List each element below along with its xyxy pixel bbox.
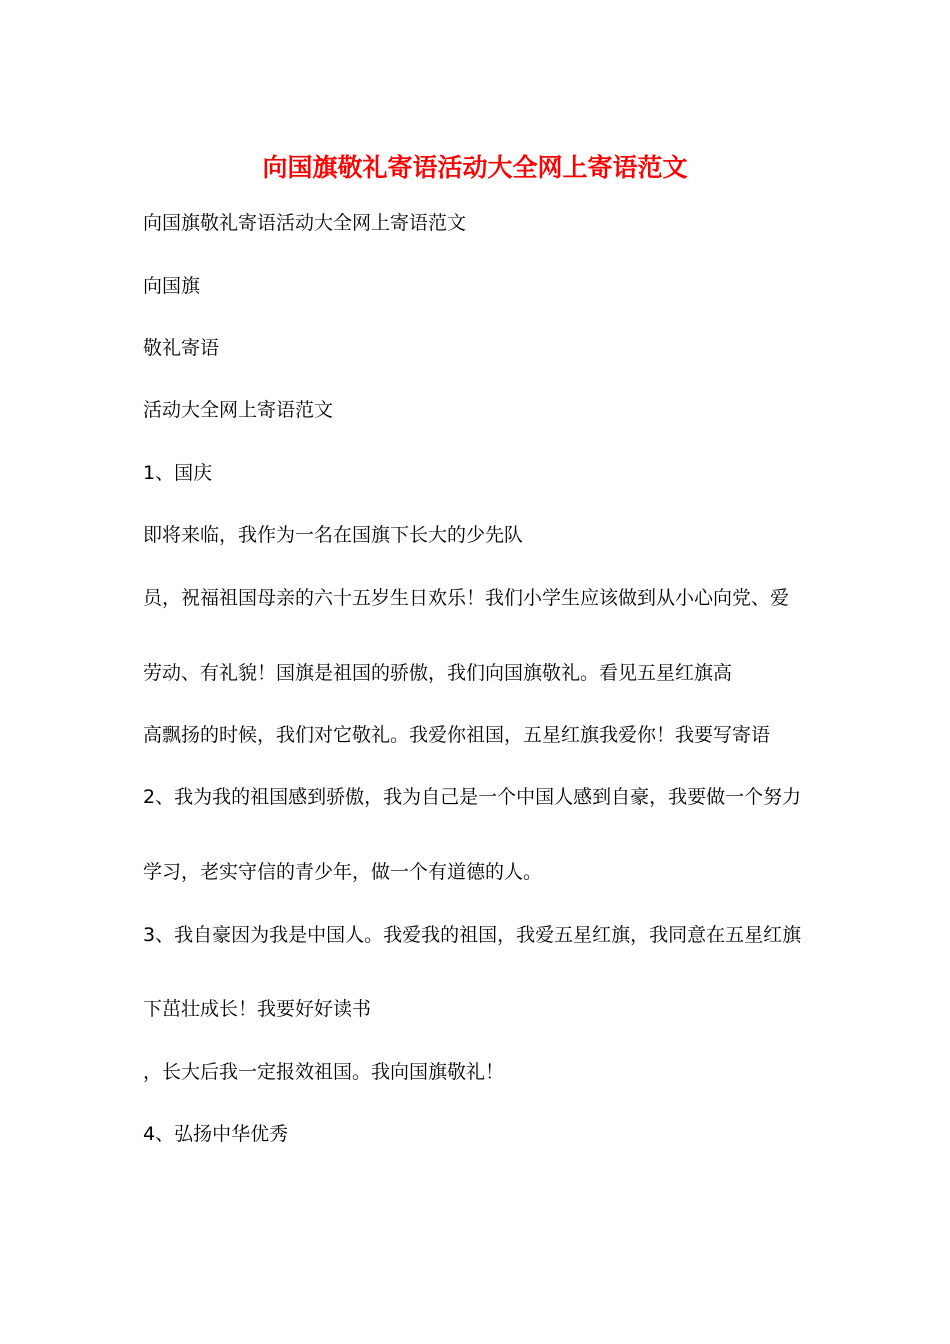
paragraph-line: 员，祝福祖国母亲的六十五岁生日欢乐！我们小学生应该做到从小心向党、爱 [143, 587, 790, 609]
paragraph-line: 3、我自豪因为我是中国人。我爱我的祖国，我爱五星红旗，我同意在五星红旗 [143, 924, 802, 946]
paragraph-line: 2、我为我的祖国感到骄傲，我为自己是一个中国人感到自豪，我要做一个努力 [143, 786, 802, 808]
paragraph-line: 高飘扬的时候，我们对它敬礼。我爱你祖国，五星红旗我爱你！我要写寄语 [143, 724, 771, 746]
paragraph-line: 下茁壮成长！我要好好读书 [143, 998, 372, 1020]
paragraph-line: 向国旗敬礼寄语活动大全网上寄语范文 [143, 212, 467, 234]
paragraph-line: ，长大后我一定报效祖国。我向国旗敬礼！ [143, 1061, 505, 1083]
paragraph-line: 敬礼寄语 [143, 337, 220, 359]
paragraph-line: 向国旗 [143, 275, 201, 297]
paragraph-line: 劳动、有礼貌！国旗是祖国的骄傲，我们向国旗敬礼。看见五星红旗高 [143, 662, 733, 684]
document-title: 向国旗敬礼寄语活动大全网上寄语范文 [262, 153, 688, 182]
paragraph-line: 4、弘扬中华优秀 [143, 1123, 289, 1145]
paragraph-line: 活动大全网上寄语范文 [143, 399, 334, 421]
paragraph-line: 即将来临，我作为一名在国旗下长大的少先队 [143, 524, 524, 546]
paragraph-line: 学习，老实守信的青少年，做一个有道德的人。 [143, 861, 543, 883]
paragraph-line: 1、国庆 [143, 462, 213, 484]
